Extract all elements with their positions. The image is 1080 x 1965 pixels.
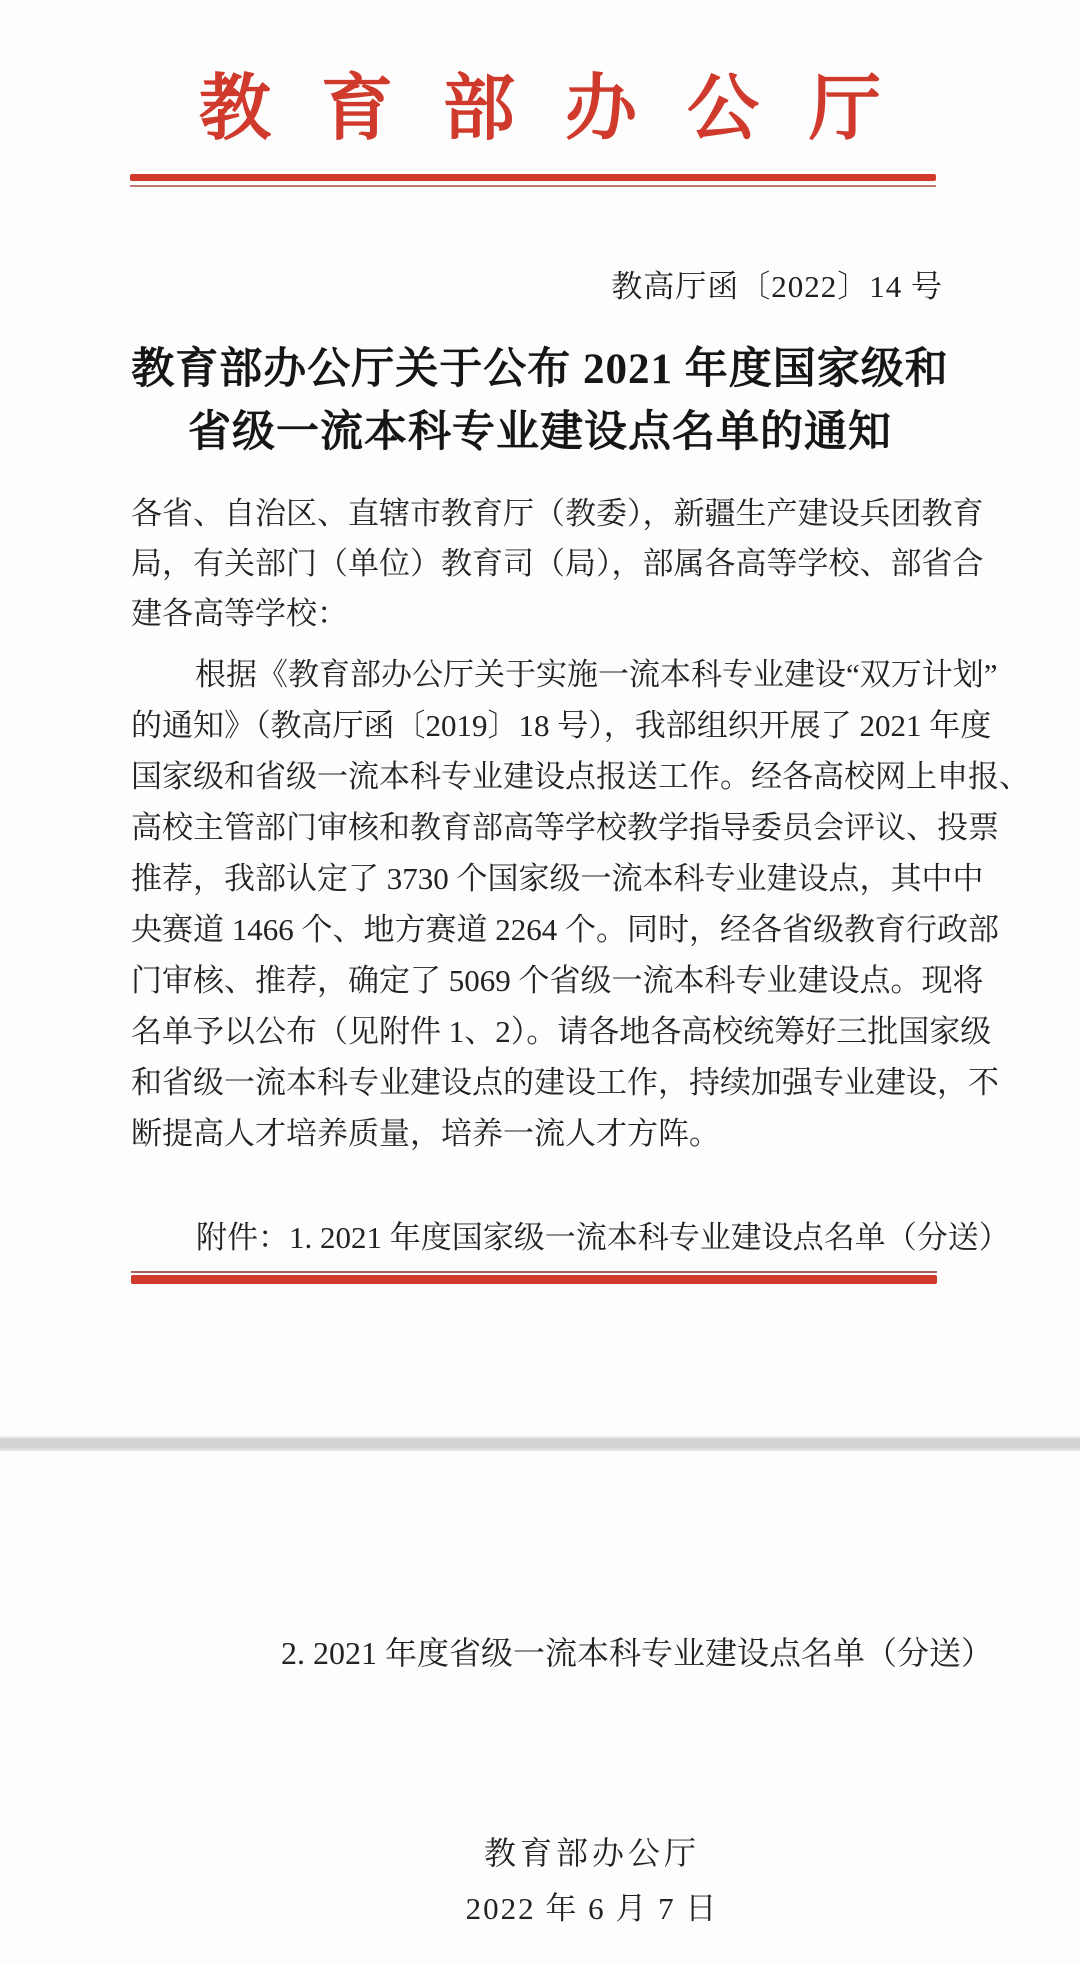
body-line: 的通知》（教高厅函〔2019〕18 号），我部组织开展了 2021 年度 [131,708,992,743]
document-number: 教高厅函〔2022〕14 号 [611,269,943,304]
notice-title [0,338,1080,464]
header-rule-thin [130,185,936,187]
notice-title-line1: 教育部办公厅关于公布 2021 年度国家级和 [131,346,949,393]
recipients-line: 各省、自治区、直辖市教育厅（教委），新疆生产建设兵团教育 [131,496,984,531]
body-paragraph [131,649,1030,1159]
body-line: 国家级和省级一流本科专业建设点报送工作。经各高校网上申报、 [131,759,1030,794]
header-double-rule [130,174,936,187]
body-line: 高校主管部门审核和教育部高等学校教学指导委员会评议、投票 [131,810,999,845]
attachment-item-2: 2. 2021 年度省级一流本科专业建设点名单（分送） [281,1635,994,1671]
body-line: 推荐，我部认定了 3730 个国家级一流本科专业建设点，其中中 [131,861,984,896]
recipients-line: 建各高等学校： [131,596,348,631]
footer-rule-thin [131,1271,937,1273]
page-divider [0,1436,1080,1451]
body-line: 名单予以公布（见附件 1、2）。请各地各高校统筹好三批国家级 [131,1014,992,1049]
body-line: 央赛道 1466 个、地方赛道 2264 个。同时，经各省级教育行政部 [131,912,999,947]
body-line: 门审核、推荐，确定了 5069 个省级一流本科专业建设点。现将 [131,963,984,998]
signature-date: 2022 年 6 月 7 日 [465,1891,719,1926]
footer-rule-thick [131,1275,937,1284]
signer-name: 教育部办公厅 [483,1835,700,1871]
header-rule-thick [130,174,936,181]
notice-title-line2: 省级一流本科专业建设点名单的通知 [188,409,892,456]
recipients-line: 局，有关部门（单位）教育司（局），部属各高等学校、部省合 [131,546,984,581]
recipients-paragraph [131,489,984,639]
body-line: 根据《教育部办公厅关于实施一流本科专业建设“双万计划” [195,657,998,692]
agency-header: 教育部办公厅 [198,69,931,149]
attachment-item-1: 附件：1. 2021 年度国家级一流本科专业建设点名单（分送） [196,1220,1010,1255]
body-line: 和省级一流本科专业建设点的建设工作，持续加强专业建设，不 [131,1065,999,1100]
footer-double-rule [131,1271,937,1284]
body-line: 断提高人才培养质量，培养一流人才方阵。 [131,1116,720,1151]
